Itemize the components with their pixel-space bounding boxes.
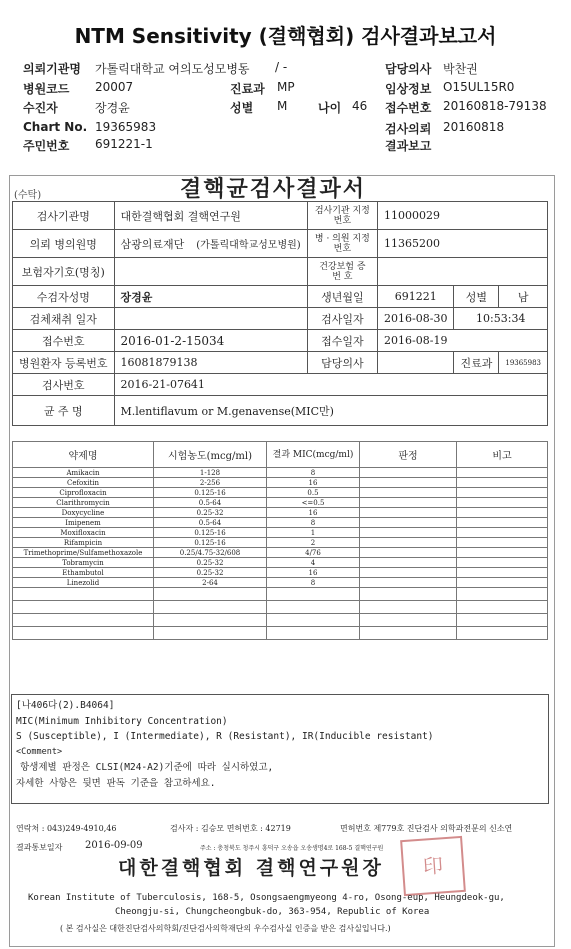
drug-mic: <=0.5 (267, 498, 360, 508)
cell-label: 검사기관 지정번호 (307, 202, 377, 230)
label-sex: 성별 (230, 101, 254, 115)
drug-range: 0.125-16 (154, 538, 267, 548)
value-patient: 장경윤 (95, 101, 130, 115)
label-hospital-code: 병원코드 (23, 82, 70, 96)
drug-interpretation (360, 588, 457, 601)
cell-value: 691221 (378, 286, 454, 308)
value-hospital-code: 20007 (95, 80, 134, 94)
drug-mic: 2 (267, 538, 360, 548)
note-code: [나406다(2).B4064] (16, 700, 115, 711)
cell-label: 보험자기호(명칭) (13, 258, 115, 286)
footer-address-en2: Cheongju-si, Chungcheongbuk-do, 363-954, Republic of Korea (115, 907, 430, 917)
drug-interpretation (360, 468, 457, 478)
cell-value: 19365983 (499, 352, 548, 374)
drug-remark (457, 578, 548, 588)
drug-range: 1-128 (154, 468, 267, 478)
note-legend: S (Susceptible), I (Intermediate), R (Resistant), IR(Inducible resistant) (16, 731, 434, 742)
cell-value (114, 308, 307, 330)
drug-mic: 0.5 (267, 488, 360, 498)
drug-remark (457, 601, 548, 614)
cell-value: 2016-08-19 (378, 330, 548, 352)
footer-license: 면허번호 제779호 진단검사 의학과전문의 신소연 (340, 824, 513, 833)
seal-stamp: 印 (400, 836, 466, 896)
consignment-label: (수탁) (14, 190, 42, 201)
drug-remark (457, 488, 548, 498)
drug-remark (457, 614, 548, 627)
drug-range: 0.125-16 (154, 488, 267, 498)
drug-mic: 16 (267, 508, 360, 518)
drug-interpretation (360, 538, 457, 548)
notes-text (16, 698, 434, 791)
note-mic: MIC(Minimum Inhibitory Concentration) (16, 715, 228, 727)
drug-range: 0.5-64 (154, 498, 267, 508)
drug-range: 0.25/4.75-32/608 (154, 548, 267, 558)
drug-row (13, 498, 548, 508)
cell-value: M.lentiflavum or M.genavense(MIC만) (114, 396, 547, 426)
drug-mic (267, 614, 360, 627)
footer-org-name: 대한결핵협회 결핵연구원장 (118, 857, 384, 879)
label-request-date: 검사의뢰 (385, 122, 432, 136)
col-header: 판정 (360, 442, 457, 468)
label-requester: 의뢰기관명 (23, 62, 81, 76)
drug-name: Linezolid (13, 578, 154, 588)
drug-mic: 8 (267, 578, 360, 588)
drug-range: 0.25-32 (154, 508, 267, 518)
drug-row (13, 518, 548, 528)
drug-row (13, 508, 548, 518)
drug-remark (457, 568, 548, 578)
label-patient: 수진자 (23, 101, 58, 115)
drug-remark (457, 508, 548, 518)
cell-value: 2016-01-2-15034 (114, 330, 307, 352)
report-title: NTM Sensitivity (결핵협회) 검사결과보고서 (74, 24, 497, 48)
drug-range (154, 614, 267, 627)
drug-row (13, 478, 548, 488)
drug-mic: 1 (267, 528, 360, 538)
drug-interpretation (360, 518, 457, 528)
drug-mic: 16 (267, 478, 360, 488)
cell-label: 접수일자 (307, 330, 377, 352)
col-header: 약제명 (13, 442, 154, 468)
drug-row (13, 578, 548, 588)
info-row (13, 330, 548, 352)
info-row (13, 374, 548, 396)
footer-address-kr: 주소 : 충청북도 청주시 흥덕구 오송읍 오송생명4로 168-5 결핵연구원 (200, 845, 384, 852)
drug-name (13, 588, 154, 601)
cell-label: 검체채취 일자 (13, 308, 115, 330)
drug-row (13, 488, 548, 498)
drug-name: Ethambutol (13, 568, 154, 578)
label-receipt-no: 접수번호 (385, 101, 432, 115)
drug-name: Trimethoprime/Sulfamethoxazole (13, 548, 154, 558)
drug-name (13, 601, 154, 614)
drug-range (154, 627, 267, 640)
label-resident-no: 주민번호 (23, 139, 70, 153)
cell-label: 진료과 (454, 352, 499, 374)
drug-remark (457, 627, 548, 640)
col-header: 비고 (457, 442, 548, 468)
cell-label: 생년월일 (307, 286, 377, 308)
drug-remark (457, 528, 548, 538)
cell-label: 검사기관명 (13, 202, 115, 230)
value-sex: M (277, 99, 288, 113)
cell-label: 병 · 의원 지정번호 (307, 230, 377, 258)
drug-mic: 16 (267, 568, 360, 578)
drug-interpretation (360, 548, 457, 558)
drug-interpretation (360, 498, 457, 508)
value-age: 46 (352, 99, 368, 113)
drug-interpretation (360, 568, 457, 578)
drug-name: Cefoxitin (13, 478, 154, 488)
info-row (13, 258, 548, 286)
drug-interpretation (360, 528, 457, 538)
value-resident-no: 691221-1 (95, 137, 153, 151)
drug-interpretation (360, 601, 457, 614)
label-age: 나이 (318, 101, 342, 115)
drug-name: Doxycycline (13, 508, 154, 518)
cell-label: 건강보험 증 번 호 (307, 258, 377, 286)
info-row (13, 286, 548, 308)
info-row (13, 308, 548, 330)
footer-report-date-label: 결과통보일자 (16, 843, 63, 852)
drug-range: 0.125-16 (154, 528, 267, 538)
drug-header-row (13, 442, 548, 468)
drug-interpretation (360, 508, 457, 518)
cell-value: 2016-21-07641 (114, 374, 547, 396)
drug-remark (457, 518, 548, 528)
drug-row (13, 528, 548, 538)
cell-value: 삼광의료재단 (114, 230, 190, 258)
cell-label: 균 주 명 (13, 396, 115, 426)
value-dept: MP (277, 80, 295, 94)
drug-interpretation (360, 558, 457, 568)
col-header: 시험농도(mcg/ml) (154, 442, 267, 468)
info-table (12, 201, 548, 426)
label-clinical-info: 임상정보 (385, 82, 432, 96)
drug-name: Moxifloxacin (13, 528, 154, 538)
drug-range: 0.25-32 (154, 568, 267, 578)
drug-interpretation (360, 478, 457, 488)
value-dept-slash: / - (275, 60, 288, 74)
drug-table (12, 441, 548, 640)
cell-label: 검사일자 (307, 308, 377, 330)
label-doctor: 담당의사 (385, 62, 432, 76)
drug-row (13, 588, 548, 601)
drug-mic (267, 627, 360, 640)
drug-range: 2-256 (154, 478, 267, 488)
footer-address-en1: Korean Institute of Tuberculosis, 168-5, Osongsaengmyeong 4-ro, Osong-eup, Heungdeok-gu, (28, 893, 505, 903)
drug-row (13, 568, 548, 578)
drug-remark (457, 538, 548, 548)
drug-remark (457, 468, 548, 478)
drug-name: Amikacin (13, 468, 154, 478)
footer-contact: 연락처 : 043)249-4910,46 (16, 824, 117, 833)
drug-mic: 8 (267, 518, 360, 528)
drug-interpretation (360, 578, 457, 588)
label-chart-no: Chart No. (23, 120, 88, 134)
cell-label: 병원환자 등록번호 (13, 352, 115, 374)
value-receipt-no: 20160818-79138 (443, 99, 547, 113)
info-row (13, 352, 548, 374)
drug-row (13, 468, 548, 478)
cell-value (378, 258, 548, 286)
info-row (13, 396, 548, 426)
cell-label: 성별 (454, 286, 499, 308)
drug-remark (457, 548, 548, 558)
drug-remark (457, 498, 548, 508)
drug-range: 0.25-32 (154, 558, 267, 568)
footer-report-date: 2016-09-09 (85, 840, 143, 851)
drug-range: 2-64 (154, 578, 267, 588)
value-clinical-info: O15UL15R0 (443, 80, 515, 94)
cell-label: 접수번호 (13, 330, 115, 352)
drug-range (154, 601, 267, 614)
info-row (13, 202, 548, 230)
cell-value: 11000029 (378, 202, 548, 230)
drug-mic (267, 601, 360, 614)
info-row (13, 230, 548, 258)
cell-label: 수검자성명 (13, 286, 115, 308)
cell-value: 2016-08-30 (378, 308, 454, 330)
drug-interpretation (360, 488, 457, 498)
drug-mic (267, 588, 360, 601)
drug-name: Imipenem (13, 518, 154, 528)
label-result-report: 결과보고 (385, 139, 432, 153)
cell-value: (가톨릭대학교성모병원) (190, 230, 307, 258)
cell-label: 담당의사 (307, 352, 377, 374)
drug-remark (457, 558, 548, 568)
drug-mic: 4 (267, 558, 360, 568)
drug-row (13, 601, 548, 614)
drug-name: Tobramycin (13, 558, 154, 568)
cell-value: 16081879138 (114, 352, 307, 374)
drug-interpretation (360, 614, 457, 627)
drug-range: 0.5-64 (154, 518, 267, 528)
drug-remark (457, 478, 548, 488)
drug-name (13, 614, 154, 627)
drug-range (154, 588, 267, 601)
drug-name: Rifampicin (13, 538, 154, 548)
drug-row (13, 614, 548, 627)
cell-label: 의뢰 병의원명 (13, 230, 115, 258)
drug-row (13, 548, 548, 558)
note-reference: 자세한 사항은 뒷면 판독 기준을 참고하세요. (16, 777, 216, 789)
col-header: 결과 MIC(mcg/ml) (267, 442, 360, 468)
drug-row (13, 558, 548, 568)
drug-row (13, 627, 548, 640)
drug-interpretation (360, 627, 457, 640)
drug-row (13, 538, 548, 548)
footer-examiner: 검사자 : 김승모 면허번호 : 42719 (170, 824, 291, 833)
cell-value: 10:53:34 (454, 308, 548, 330)
drug-name: Ciprofloxacin (13, 488, 154, 498)
value-request-date: 20160818 (443, 120, 505, 134)
drug-mic: 4/76 (267, 548, 360, 558)
cell-value: 11365200 (378, 230, 548, 258)
drug-name (13, 627, 154, 640)
note-clsi: 항생제별 판정은 CLSI(M24-A2)기준에 따라 실시하였고, (20, 762, 274, 773)
label-dept: 진료과 (230, 82, 265, 96)
cell-value: 대한결핵협회 결핵연구원 (114, 202, 307, 230)
cell-value (114, 258, 307, 286)
cell-label: 검사번호 (13, 374, 115, 396)
drug-remark (457, 588, 548, 601)
footer-certification: ( 본 검사실은 대한진단검사의학회/진단검사의학재단의 우수검사실 인증을 받은 검사실입니다.) (60, 924, 391, 933)
note-comment: <Comment> (16, 746, 63, 757)
value-chart-no: 19365983 (95, 120, 157, 134)
value-requester: 가톨릭대학교 여의도성모병동 (95, 62, 250, 76)
value-doctor: 박찬권 (443, 62, 478, 76)
drug-mic: 8 (267, 468, 360, 478)
drug-name: Clarithromycin (13, 498, 154, 508)
cell-value: 장경윤 (114, 286, 307, 308)
cell-value (378, 352, 454, 374)
sheet-title: 결핵균검사결과서 (180, 176, 367, 202)
cell-value: 남 (499, 286, 548, 308)
